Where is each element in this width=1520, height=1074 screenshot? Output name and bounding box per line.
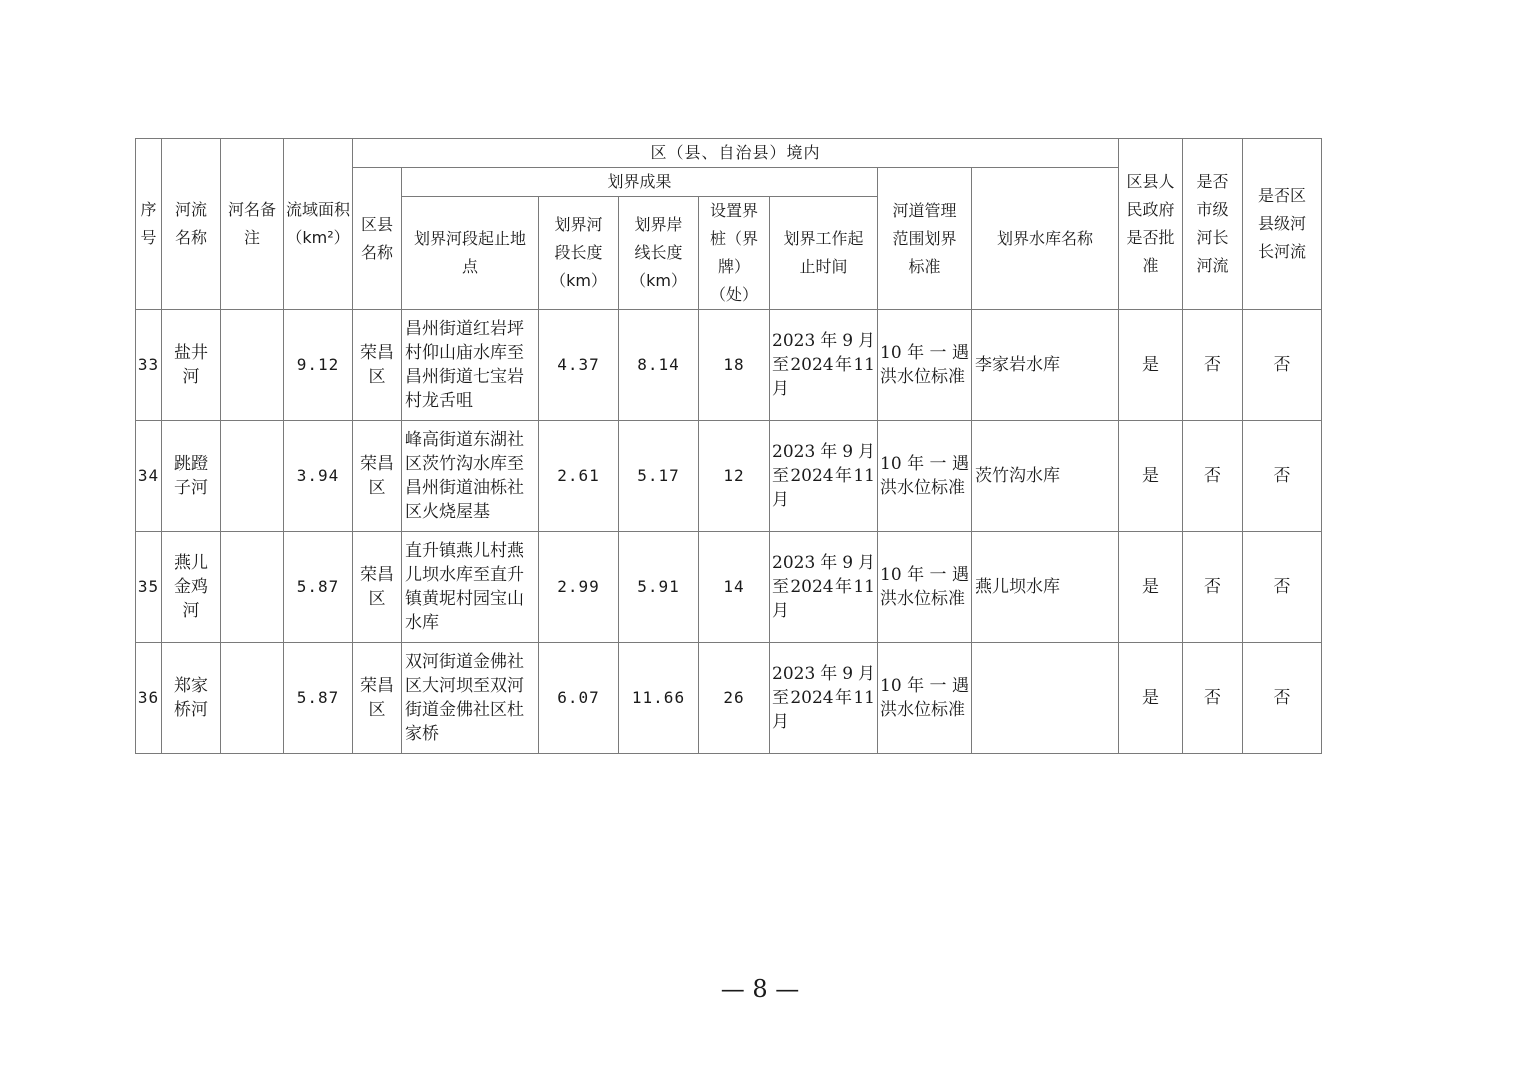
cell-seg-length: 4.37 [539,310,619,421]
header-river-name: 河流名称 [162,139,221,310]
cell-piles: 18 [699,310,770,421]
cell-segment: 直升镇燕儿村燕儿坝水库至直升镇黄坭村园宝山水库 [402,532,539,643]
cell-piles: 26 [699,643,770,754]
cell-city-level: 否 [1183,421,1243,532]
cell-seg-length: 6.07 [539,643,619,754]
cell-seq: 36 [136,643,162,754]
cell-shore-length: 5.17 [619,421,699,532]
header-river-note: 河名备注 [221,139,284,310]
cell-river-note [221,532,284,643]
header-district-level: 是否区县级河长河流 [1243,139,1322,310]
cell-work-time: 2023年9月至2024年11月 [770,310,878,421]
header-standard: 河道管理范围划界标准 [878,168,972,310]
cell-city-level: 否 [1183,643,1243,754]
header-reservoir: 划界水库名称 [972,168,1119,310]
table-row [136,310,1322,421]
cell-seq: 34 [136,421,162,532]
header-city-level: 是否市级河长河流 [1183,139,1243,310]
cell-work-time: 2023年9月至2024年11月 [770,421,878,532]
cell-district: 荣昌区 [353,532,402,643]
river-boundary-table [135,138,1322,754]
cell-reservoir: 李家岩水库 [972,310,1119,421]
cell-approved: 是 [1119,532,1183,643]
header-inner-group: 区（县、自治县）境内 [353,139,1119,168]
cell-segment: 峰高街道东湖社区茨竹沟水库至昌州街道油栎社区火烧屋基 [402,421,539,532]
table-row [136,643,1322,754]
cell-district: 荣昌区 [353,310,402,421]
cell-work-time: 2023年9月至2024年11月 [770,532,878,643]
cell-shore-length: 11.66 [619,643,699,754]
cell-district-level: 否 [1243,643,1322,754]
cell-shore-length: 5.91 [619,532,699,643]
cell-work-time: 2023年9月至2024年11月 [770,643,878,754]
header-seq: 序号 [136,139,162,310]
cell-river-note [221,643,284,754]
header-work-time: 划界工作起止时间 [770,197,878,310]
cell-reservoir [972,643,1119,754]
cell-approved: 是 [1119,310,1183,421]
cell-seq: 35 [136,532,162,643]
header-segment: 划界河段起止地点 [402,197,539,310]
cell-district-level: 否 [1243,421,1322,532]
cell-river-name: 跳蹬子河 [162,421,221,532]
cell-basin-area: 9.12 [284,310,353,421]
cell-river-note [221,310,284,421]
cell-city-level: 否 [1183,310,1243,421]
cell-shore-length: 8.14 [619,310,699,421]
cell-district: 荣昌区 [353,643,402,754]
cell-seg-length: 2.61 [539,421,619,532]
cell-city-level: 否 [1183,532,1243,643]
header-basin-area: 流域面积（km²） [284,139,353,310]
cell-segment: 昌州街道红岩坪村仰山庙水库至昌州街道七宝岩村龙舌咀 [402,310,539,421]
table-row [136,532,1322,643]
cell-standard: 10年一遇洪水位标准 [878,532,972,643]
cell-standard: 10年一遇洪水位标准 [878,310,972,421]
cell-river-name: 郑家桥河 [162,643,221,754]
cell-piles: 12 [699,421,770,532]
cell-reservoir: 茨竹沟水库 [972,421,1119,532]
header-seg-length: 划界河段长度（km） [539,197,619,310]
cell-seg-length: 2.99 [539,532,619,643]
table-row [136,421,1322,532]
cell-district-level: 否 [1243,310,1322,421]
cell-river-note [221,421,284,532]
header-piles: 设置界桩（界牌）（处） [699,197,770,310]
header-result-group: 划界成果 [402,168,878,197]
cell-seq: 33 [136,310,162,421]
cell-district-level: 否 [1243,532,1322,643]
cell-river-name: 燕儿金鸡河 [162,532,221,643]
cell-segment: 双河街道金佛社区大河坝至双河街道金佛社区杜家桥 [402,643,539,754]
cell-approved: 是 [1119,421,1183,532]
river-boundary-table-sheet [135,138,1321,754]
cell-approved: 是 [1119,643,1183,754]
cell-piles: 14 [699,532,770,643]
page-number: — 8 — [720,975,800,1003]
cell-reservoir: 燕儿坝水库 [972,532,1119,643]
cell-basin-area: 5.87 [284,643,353,754]
cell-basin-area: 5.87 [284,532,353,643]
cell-basin-area: 3.94 [284,421,353,532]
cell-river-name: 盐井河 [162,310,221,421]
cell-district: 荣昌区 [353,421,402,532]
header-district: 区县名称 [353,168,402,310]
header-approved: 区县人民政府是否批准 [1119,139,1183,310]
header-shore-length: 划界岸线长度（km） [619,197,699,310]
cell-standard: 10年一遇洪水位标准 [878,643,972,754]
cell-standard: 10年一遇洪水位标准 [878,421,972,532]
